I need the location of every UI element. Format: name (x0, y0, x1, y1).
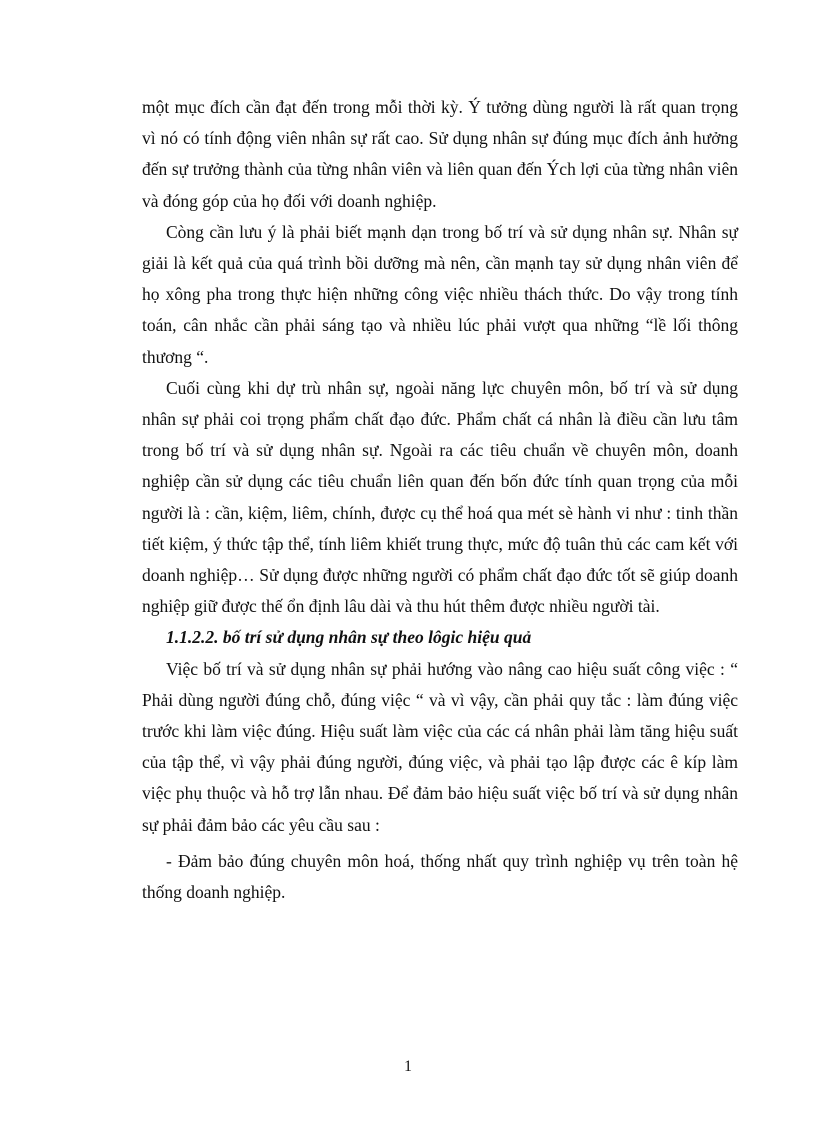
section-heading: 1.1.2.2. bố trí sử dụng nhân sự theo lôgic hiệu quả (166, 627, 532, 648)
paragraph-boldness: Còng cần lưu ý là phải biết mạnh dạn trong bố trí và sử dụng nhân sự. Nhân sự giải là kết quả của quá trình bồi dưỡng mà nên, cần mạnh tay sử dụng nhân viên để họ xông pha trong thực hiện những công việc nhiều thách thức. Do vậy trong tính toán, cân nhắc cần phải sáng tạo và nhiều lúc phải vượt qua những “lề lối thông thương “. (142, 221, 738, 367)
paragraph-continuation: một mục đích cần đạt đến trong mỗi thời kỳ. Ý tưởng dùng người là rất quan trọng vì nó có tính động viên nhân sự rất cao. Sử dụng nhân sự đúng mục đích ảnh hưởng đến sự trưởng thành của từng nhân viên và liên quan đến Ých lợi của từng nhân viên và đóng góp của họ đối với doanh nghiệp. (142, 97, 738, 211)
paragraph-efficiency: Việc bố trí và sử dụng nhân sự phải hướng vào nâng cao hiệu suất công việc : “ Phải dùng người đúng chỗ, đúng việc “ và vì vậy, cần phải quy tắc : làm đúng việc trước khi làm việc đúng. Hiệu suất làm việc của các cá nhân phải làm tăng hiệu suất của tập thể, vì vậy phải đúng người, đúng việc, và phải tạo lập được các ê kíp làm việc phụ thuộc và hỗ trợ lẫn nhau. Để đảm bảo hiệu suất việc bố trí và sử dụng nhân sự phải đảm bảo các yêu cầu sau : (142, 658, 738, 835)
page-number: 1 (404, 1058, 412, 1075)
bullet-item: - Đảm bảo đúng chuyên môn hoá, thống nhất quy trình nghiệp vụ trên toàn hệ thống doanh nghiệp. (142, 850, 738, 903)
paragraph-ethics: Cuối cùng khi dự trù nhân sự, ngoài năng lực chuyên môn, bố trí và sử dụng nhân sự phải coi trọng phẩm chất đạo đức. Phẩm chất cá nhân là điều cần lưu tâm trong bố trí và sử dụng nhân sự. Ngoài ra các tiêu chuẩn về chuyên môn, doanh nghiệp cần sử dụng các tiêu chuẩn liên quan đến bốn đức tính quan trọng của mỗi người là : cần, kiệm, liêm, chính, được cụ thể hoá qua mét sè hành vi như : tinh thần tiết kiệm, ý thức tập thể, tính liêm khiết trung thực, mức độ tuân thủ các cam kết với doanh nghiệp… Sử dụng được những người có phẩm chất đạo đức tốt sẽ giúp doanh nghiệp giữ được thế ổn định lâu dài và thu hút thêm được nhiều người tài. (142, 377, 738, 617)
body-text (142, 92, 738, 908)
